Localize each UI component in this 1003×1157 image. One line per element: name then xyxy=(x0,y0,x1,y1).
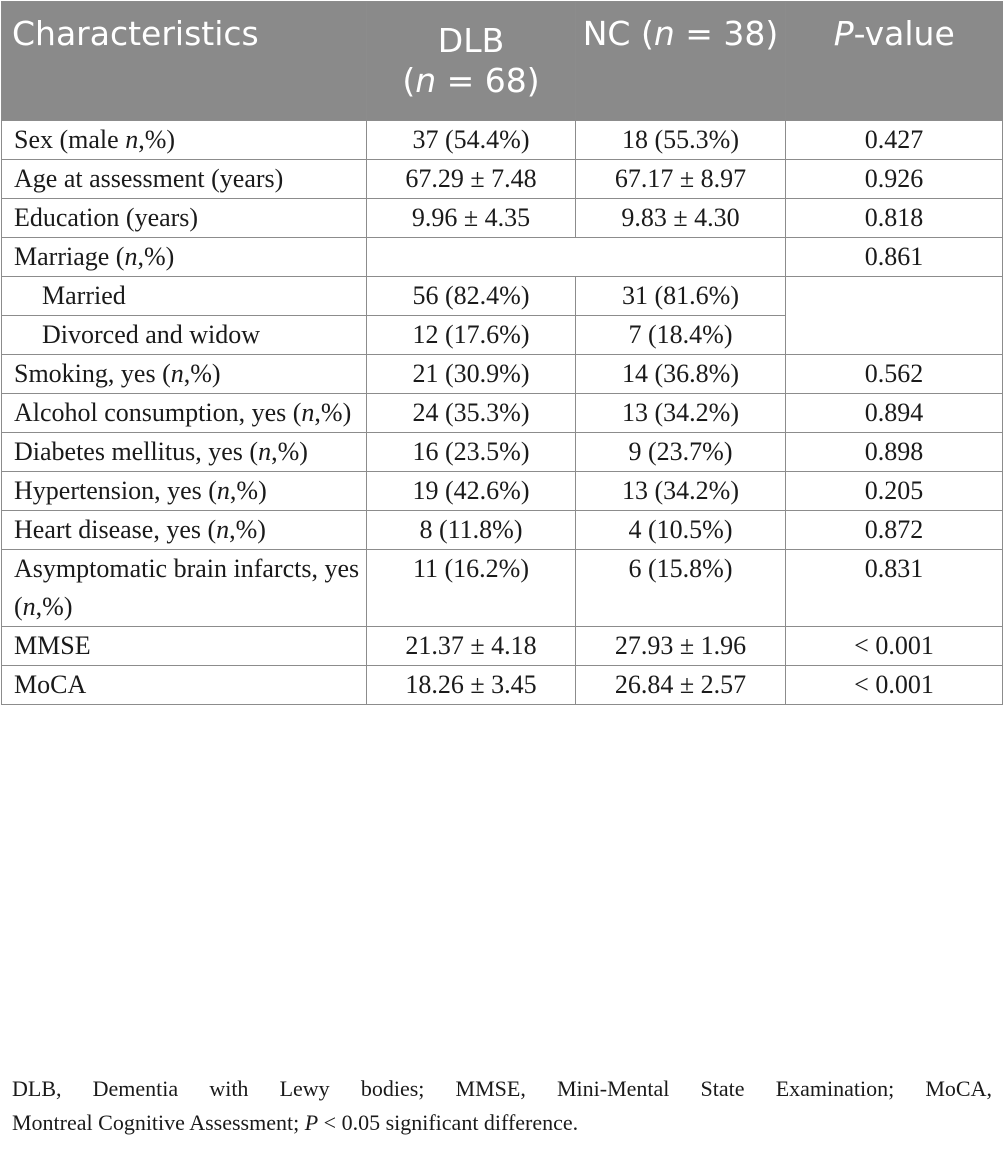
table-row xyxy=(2,550,1003,627)
table-row xyxy=(2,394,1003,433)
nc-value: 9.83 ± 4.30 xyxy=(576,199,786,238)
p-value: 0.427 xyxy=(786,121,1003,160)
nc-value: 18 (55.3%) xyxy=(576,121,786,160)
table-row xyxy=(2,160,1003,199)
nc-value: 14 (36.8%) xyxy=(576,355,786,394)
p-value: < 0.001 xyxy=(786,666,1003,705)
table-row xyxy=(2,199,1003,238)
table-row xyxy=(2,472,1003,511)
dlb-value: 21.37 ± 4.18 xyxy=(367,627,576,666)
p-value: 0.831 xyxy=(786,550,1003,627)
table-row xyxy=(2,627,1003,666)
row-label: Divorced and widow xyxy=(2,316,367,355)
nc-value: 9 (23.7%) xyxy=(576,433,786,472)
table-row xyxy=(2,238,1003,277)
p-value: 0.562 xyxy=(786,355,1003,394)
row-label: MMSE xyxy=(2,627,367,666)
nc-value: 6 (15.8%) xyxy=(576,550,786,627)
p-value: < 0.001 xyxy=(786,627,1003,666)
header-pvalue: P-value xyxy=(786,2,1003,121)
nc-value: 26.84 ± 2.57 xyxy=(576,666,786,705)
header-dlb xyxy=(367,2,576,121)
nc-value: 4 (10.5%) xyxy=(576,511,786,550)
dlb-value: 67.29 ± 7.48 xyxy=(367,160,576,199)
table-row xyxy=(2,666,1003,705)
dlb-value: 16 (23.5%) xyxy=(367,433,576,472)
dlb-value: 19 (42.6%) xyxy=(367,472,576,511)
header-characteristics: Characteristics xyxy=(2,2,367,121)
nc-value: 13 (34.2%) xyxy=(576,394,786,433)
p-value-merged xyxy=(786,277,1003,355)
row-label: Hypertension, yes (n,%) xyxy=(2,472,367,511)
row-label: Married xyxy=(2,277,367,316)
dlb-value: 12 (17.6%) xyxy=(367,316,576,355)
row-label: Marriage (n,%) xyxy=(2,238,367,277)
table-row xyxy=(2,433,1003,472)
row-label: MoCA xyxy=(2,666,367,705)
nc-value: 67.17 ± 8.97 xyxy=(576,160,786,199)
header-dlb-line2: (n = 68) xyxy=(402,61,540,100)
nc-value: 31 (81.6%) xyxy=(576,277,786,316)
row-label: Age at assessment (years) xyxy=(2,160,367,199)
nc-value: 13 (34.2%) xyxy=(576,472,786,511)
dlb-value: 21 (30.9%) xyxy=(367,355,576,394)
p-value: 0.861 xyxy=(786,238,1003,277)
table-row xyxy=(2,277,1003,316)
table-row xyxy=(2,355,1003,394)
header-dlb-line1: DLB xyxy=(437,21,505,60)
marriage-group-cell xyxy=(367,238,786,277)
nc-value: 7 (18.4%) xyxy=(576,316,786,355)
dlb-value: 8 (11.8%) xyxy=(367,511,576,550)
dlb-value: 24 (35.3%) xyxy=(367,394,576,433)
footnote-line-1: DLB, Dementia with Lewy bodies; MMSE, Mini-Mental State Examination; MoCA, xyxy=(12,1076,992,1101)
row-label: Heart disease, yes (n,%) xyxy=(2,511,367,550)
p-value: 0.894 xyxy=(786,394,1003,433)
footnote-line-2: Montreal Cognitive Assessment; P < 0.05 significant difference. xyxy=(12,1110,579,1135)
table-row xyxy=(2,511,1003,550)
header-nc: NC (n = 38) xyxy=(576,2,786,121)
row-label: Education (years) xyxy=(2,199,367,238)
dlb-value: 37 (54.4%) xyxy=(367,121,576,160)
row-label: Alcohol consumption, yes (n,%) xyxy=(2,394,367,433)
table-row xyxy=(2,121,1003,160)
dlb-value: 11 (16.2%) xyxy=(367,550,576,627)
table-header-row xyxy=(2,2,1003,121)
p-value: 0.872 xyxy=(786,511,1003,550)
row-label: Sex (male n,%) xyxy=(2,121,367,160)
p-value: 0.926 xyxy=(786,160,1003,199)
row-label: Diabetes mellitus, yes (n,%) xyxy=(2,433,367,472)
nc-value: 27.93 ± 1.96 xyxy=(576,627,786,666)
row-label: Smoking, yes (n,%) xyxy=(2,355,367,394)
p-value: 0.898 xyxy=(786,433,1003,472)
table-footnote xyxy=(12,1072,992,1140)
dlb-value: 56 (82.4%) xyxy=(367,277,576,316)
row-label: Asymptomatic brain infarcts, yes (n,%) xyxy=(2,550,367,627)
p-value: 0.818 xyxy=(786,199,1003,238)
p-value: 0.205 xyxy=(786,472,1003,511)
dlb-value: 9.96 ± 4.35 xyxy=(367,199,576,238)
dlb-value: 18.26 ± 3.45 xyxy=(367,666,576,705)
characteristics-table xyxy=(1,1,1003,705)
